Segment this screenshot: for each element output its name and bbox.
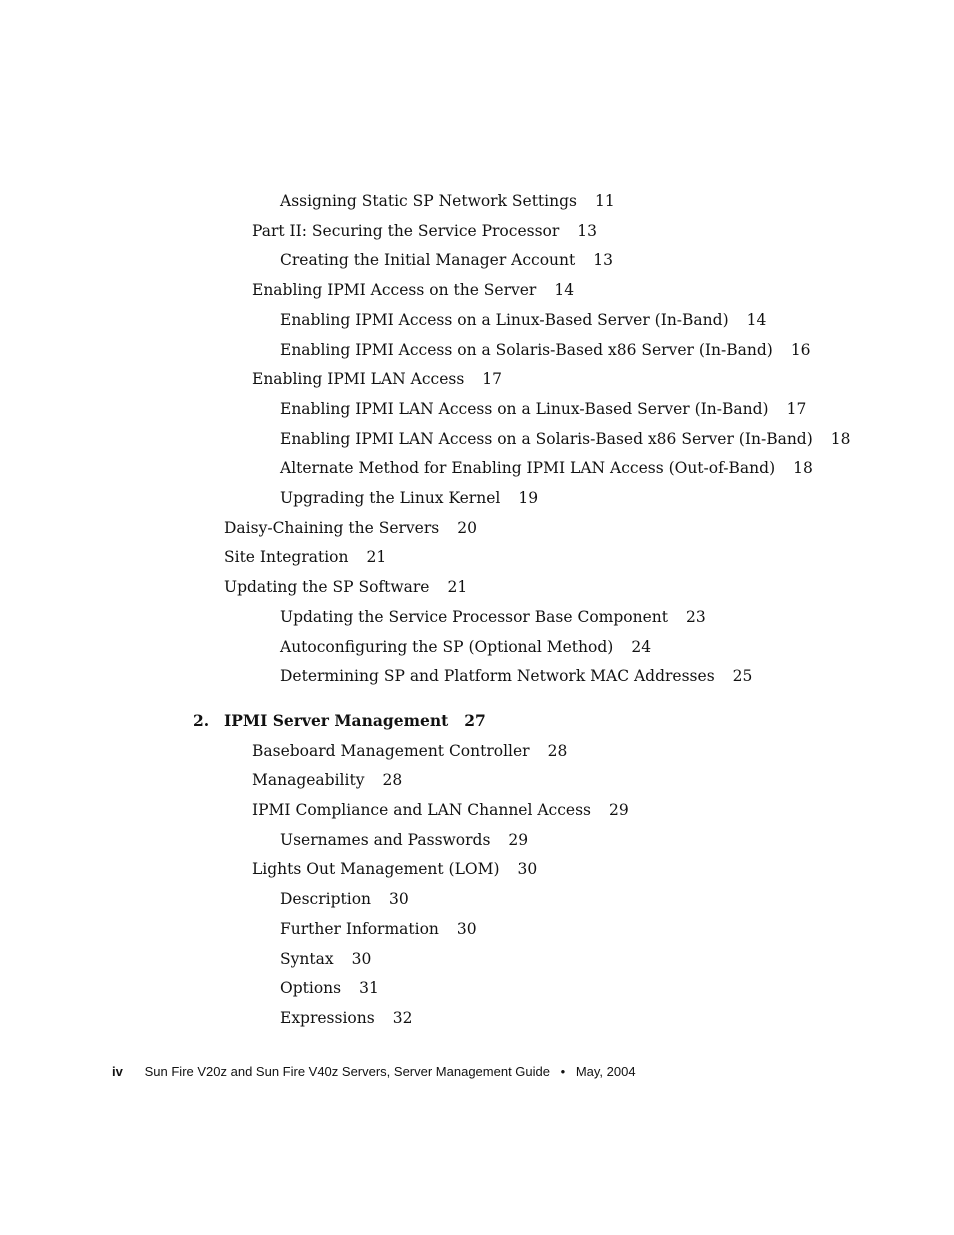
- toc-entry[interactable]: [252, 859, 537, 879]
- toc-entry[interactable]: [280, 310, 766, 330]
- toc-entry-title: Enabling IPMI Access on a Linux-Based Server (In-Band): [280, 310, 729, 329]
- toc-chapter-entry[interactable]: [193, 711, 486, 731]
- toc-entry-page-number: 27: [464, 710, 486, 730]
- toc-entry-title: Lights Out Management (LOM): [252, 860, 500, 879]
- toc-entry-page-number: 16: [790, 340, 811, 359]
- toc-entry-page-number: 18: [830, 429, 851, 448]
- toc-entry-page-number: 24: [631, 637, 652, 656]
- toc-entry-title: Enabling IPMI LAN Access on a Solaris-Based x86 Server (In-Band): [280, 429, 813, 448]
- toc-entry-page-number: 30: [517, 860, 538, 879]
- toc-entry[interactable]: [280, 250, 613, 270]
- toc-entry[interactable]: [252, 221, 597, 241]
- toc-entry[interactable]: [280, 949, 371, 969]
- toc-entry-page-number: 20: [457, 518, 477, 537]
- toc-entry-page-number: 13: [577, 221, 598, 240]
- toc-entry-title: Assigning Static SP Network Settings: [280, 192, 577, 210]
- toc-entry[interactable]: [280, 191, 615, 211]
- toc-entry[interactable]: [224, 577, 467, 597]
- toc-entry-title: Daisy-Chaining the Servers: [224, 518, 440, 537]
- toc-entry-title: Upgrading the Linux Kernel: [280, 489, 501, 507]
- toc-entry-title: Updating the Service Processor Base Component: [280, 607, 668, 626]
- toc-entry[interactable]: [280, 607, 706, 627]
- book-title: Sun Fire V20z and Sun Fire V40z Servers, Server Management Guide: [144, 1064, 550, 1079]
- toc-entry-title: Autoconfiguring the SP (Optional Method): [280, 637, 614, 656]
- bullet-separator: •: [560, 1064, 566, 1079]
- page-number: iv: [112, 1064, 123, 1079]
- toc-entry[interactable]: [280, 399, 806, 419]
- chapter-number: 2.: [193, 710, 210, 730]
- toc-entry[interactable]: [252, 770, 402, 790]
- toc-entry-title: Manageability: [252, 771, 365, 790]
- toc-entry-page-number: 18: [793, 459, 813, 478]
- toc-entry-title: Site Integration: [224, 548, 349, 567]
- toc-entry-page-number: 29: [609, 801, 629, 819]
- toc-entry-title: Creating the Initial Manager Account: [280, 251, 576, 270]
- toc-entry-page-number: 32: [392, 1008, 413, 1027]
- toc-entry[interactable]: [280, 666, 752, 686]
- toc-entry-title: Further Information: [280, 919, 439, 938]
- toc-entry[interactable]: [252, 741, 567, 761]
- toc-entry-page-number: 21: [447, 578, 468, 597]
- toc-entry-title: Alternate Method for Enabling IPMI LAN Access (Out-of-Band): [280, 459, 776, 478]
- toc-entry-page-number: 29: [508, 830, 529, 849]
- toc-entry-page-number: 30: [456, 919, 477, 938]
- publication-date: May, 2004: [575, 1064, 636, 1079]
- toc-entry-page-number: 19: [518, 489, 539, 507]
- toc-entry-title: Enabling IPMI LAN Access on a Linux-Based Server (In-Band): [280, 399, 769, 418]
- toc-entry[interactable]: [280, 429, 851, 449]
- toc-entry-page-number: 21: [366, 548, 387, 567]
- toc-entry-title: Enabling IPMI LAN Access: [252, 370, 465, 389]
- toc-entry-title: Expressions: [280, 1008, 375, 1027]
- toc-entry-page-number: 23: [685, 607, 706, 626]
- toc-entry[interactable]: [252, 369, 502, 389]
- toc-entry[interactable]: [224, 518, 477, 538]
- toc-entry[interactable]: [280, 889, 409, 909]
- toc-entry-title: Syntax: [280, 949, 334, 968]
- toc-entry-title: Options: [280, 979, 342, 998]
- toc-entry[interactable]: [280, 488, 538, 508]
- toc-entry[interactable]: [280, 978, 379, 998]
- toc-entry-title: Enabling IPMI Access on the Server: [252, 281, 537, 300]
- toc-entry-page-number: 28: [547, 741, 568, 760]
- toc-entry-page-number: 11: [594, 192, 615, 210]
- toc-entry-page-number: 13: [593, 251, 613, 270]
- toc-entry-title: Part II: Securing the Service Processor: [252, 221, 560, 240]
- toc-entry[interactable]: [280, 830, 528, 850]
- toc-entry-title: Baseboard Management Controller: [252, 741, 530, 760]
- toc-entry-page-number: 17: [482, 370, 503, 389]
- toc-entry-title: Description: [280, 890, 372, 909]
- toc-entry-page-number: 30: [389, 890, 409, 909]
- toc-entry[interactable]: [280, 458, 813, 478]
- toc-entry-page-number: 17: [786, 399, 807, 418]
- toc-entry[interactable]: [280, 340, 811, 360]
- toc-entry-title: Determining SP and Platform Network MAC Addresses: [280, 667, 715, 686]
- toc-entry[interactable]: [252, 280, 574, 300]
- toc-entry-page-number: 25: [732, 667, 753, 686]
- page-footer: [112, 1063, 636, 1081]
- toc-entry-page-number: 14: [746, 310, 767, 329]
- toc-entry[interactable]: [252, 800, 629, 820]
- toc-entry[interactable]: [280, 919, 477, 939]
- toc-entry[interactable]: [280, 1008, 412, 1028]
- toc-entry-page-number: 30: [351, 949, 372, 968]
- toc-entry-title: Enabling IPMI Access on a Solaris-Based x86 Server (In-Band): [280, 340, 773, 359]
- toc-entry-title: Usernames and Passwords: [280, 830, 491, 849]
- toc-entry-page-number: 28: [382, 771, 403, 790]
- toc-entry-page-number: 31: [359, 979, 379, 998]
- toc-entry-title: Updating the SP Software: [224, 578, 430, 597]
- toc-entry[interactable]: [280, 637, 651, 657]
- toc-entry[interactable]: [224, 547, 386, 567]
- toc-entry-page-number: 14: [554, 281, 575, 300]
- toc-entry-title: IPMI Compliance and LAN Channel Access: [252, 801, 591, 819]
- toc-entry-title: IPMI Server Management: [224, 710, 449, 730]
